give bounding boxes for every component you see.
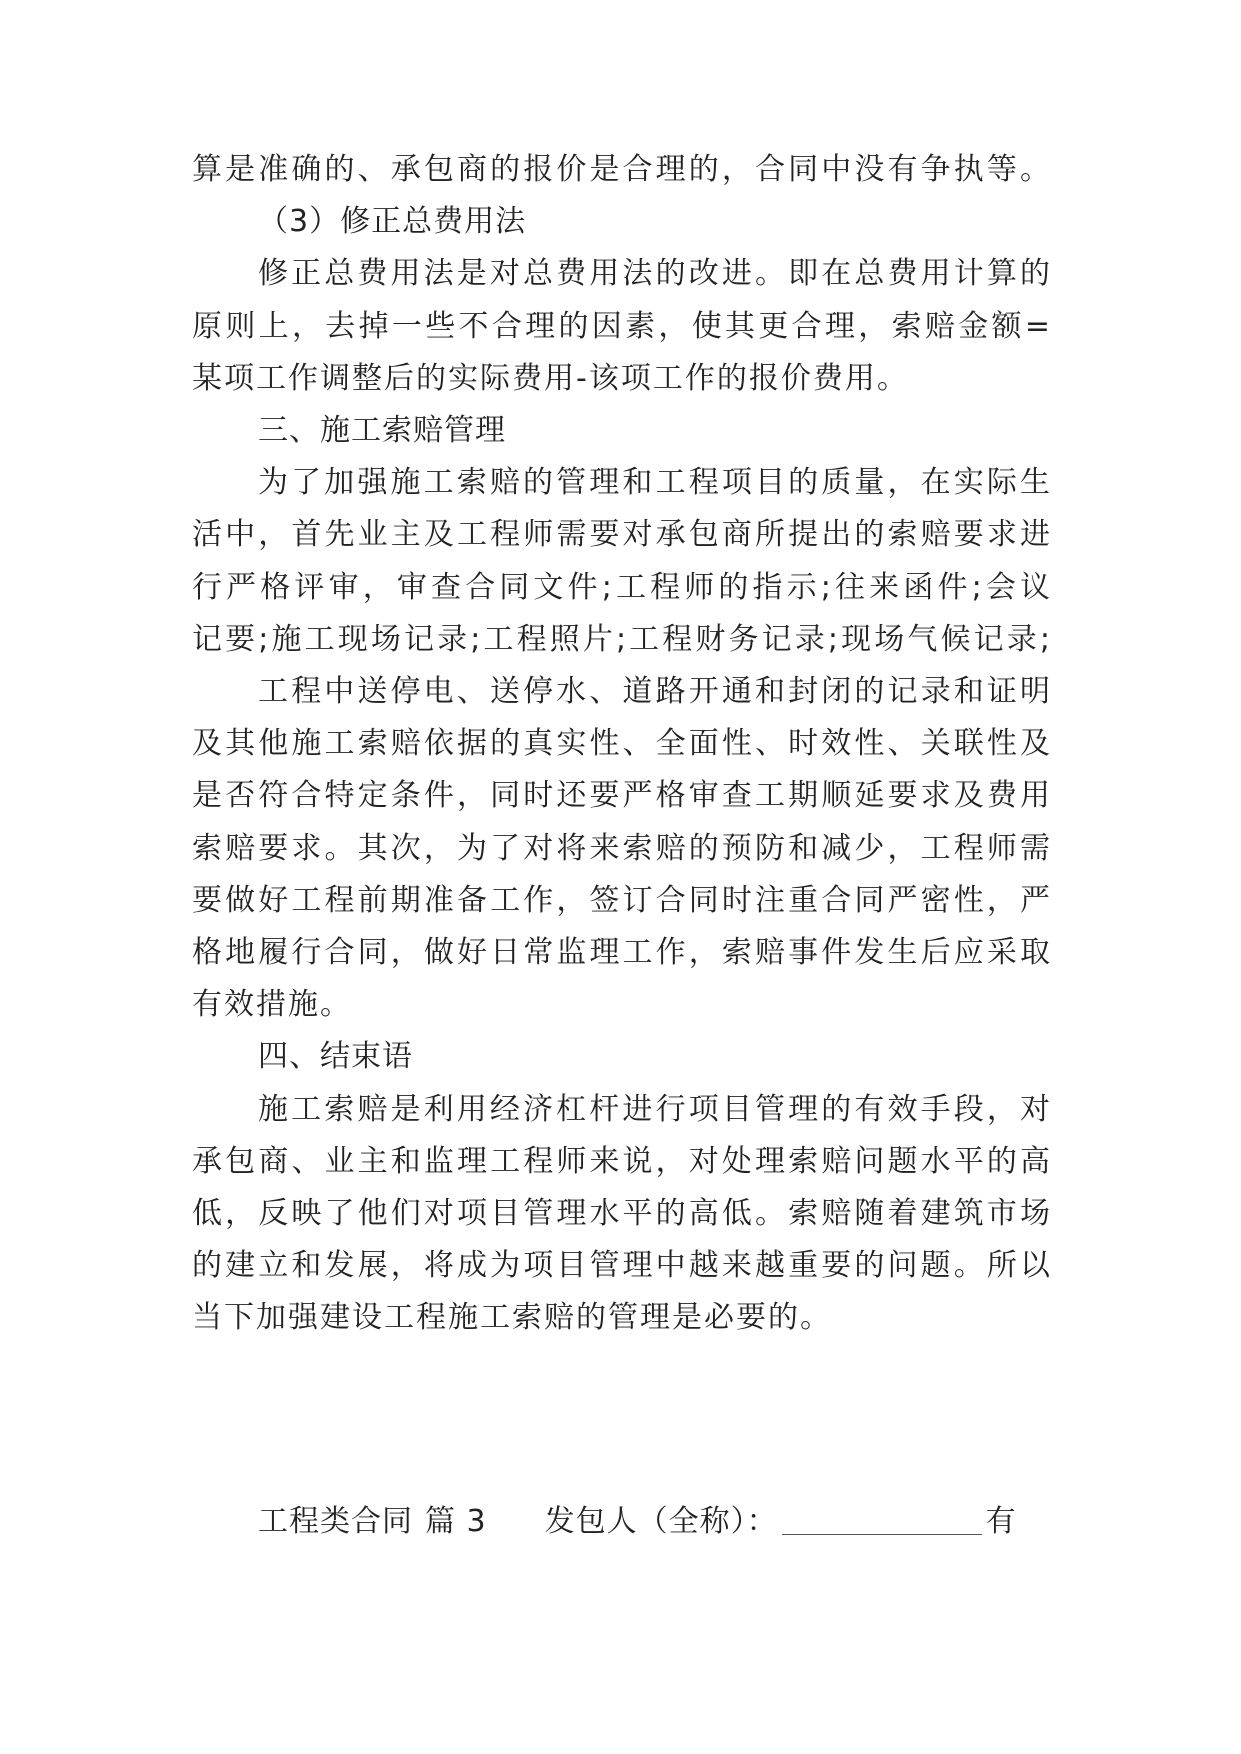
text-line: 施工索赔是利用经济杠杆进行项目管理的有效手段，对 xyxy=(258,1092,1052,1127)
text-line: 记要;施工现场记录;工程照片;工程财务记录;现场气候记录; xyxy=(192,622,1052,657)
text-line: 工程中送停电、送停水、道路开通和封闭的记录和证明 xyxy=(258,674,1052,709)
text-line: 及其他施工索赔依据的真实性、全面性、时效性、关联性及 xyxy=(192,726,1052,761)
text-line: 低，反映了他们对项目管理水平的高低。索赔随着建筑市场 xyxy=(192,1196,1052,1231)
contract-title: 工程类合同 xyxy=(258,1504,413,1539)
section-label: 篇 3 xyxy=(425,1504,487,1539)
text-line: 的建立和发展，将成为项目管理中越来越重要的问题。所以 xyxy=(192,1248,1052,1283)
text-line: 承包商、业主和监理工程师来说，对处理索赔问题水平的高 xyxy=(192,1144,1052,1179)
text-line: 活中，首先业主及工程师需要对承包商所提出的索赔要求进 xyxy=(192,517,1052,552)
text-line: 为了加强施工索赔的管理和工程项目的质量，在实际生 xyxy=(258,465,1052,500)
party-field-label: 发包人（全称）： xyxy=(544,1504,778,1539)
trailing-text: 有 xyxy=(985,1504,1017,1539)
text-line: 格地履行合同，做好日常监理工作，索赔事件发生后应采取 xyxy=(192,935,1052,970)
text-line: 修正总费用法是对总费用法的改进。即在总费用计算的 xyxy=(258,256,1052,291)
text-line: 是否符合特定条件，同时还要严格审查工期顺延要求及费用 xyxy=(192,778,1052,813)
text-line: 当下加强建设工程施工索赔的管理是必要的。 xyxy=(192,1300,832,1335)
text-line: 有效措施。 xyxy=(192,987,352,1022)
party-name-blank[interactable] xyxy=(782,1504,982,1535)
section-heading: （3）修正总费用法 xyxy=(258,204,527,239)
text-line: 原则上，去掉一些不合理的因素，使其更合理，索赔金额= xyxy=(192,309,1052,344)
text-line: 要做好工程前期准备工作，签订合同时注重合同严密性，严 xyxy=(192,883,1052,918)
text-line: 行严格评审，审查合同文件;工程师的指示;往来函件;会议 xyxy=(192,570,1052,605)
text-line: 索赔要求。其次，为了对将来索赔的预防和减少，工程师需 xyxy=(192,831,1052,866)
text-line: 某项工作调整后的实际费用-该项工作的报价费用。 xyxy=(192,361,909,396)
text-line: 算是准确的、承包商的报价是合理的，合同中没有争执等。 xyxy=(192,152,1052,187)
section-heading: 四、结束语 xyxy=(258,1039,413,1074)
contract-header-line xyxy=(258,1504,1052,1540)
section-heading: 三、施工索赔管理 xyxy=(258,413,506,448)
